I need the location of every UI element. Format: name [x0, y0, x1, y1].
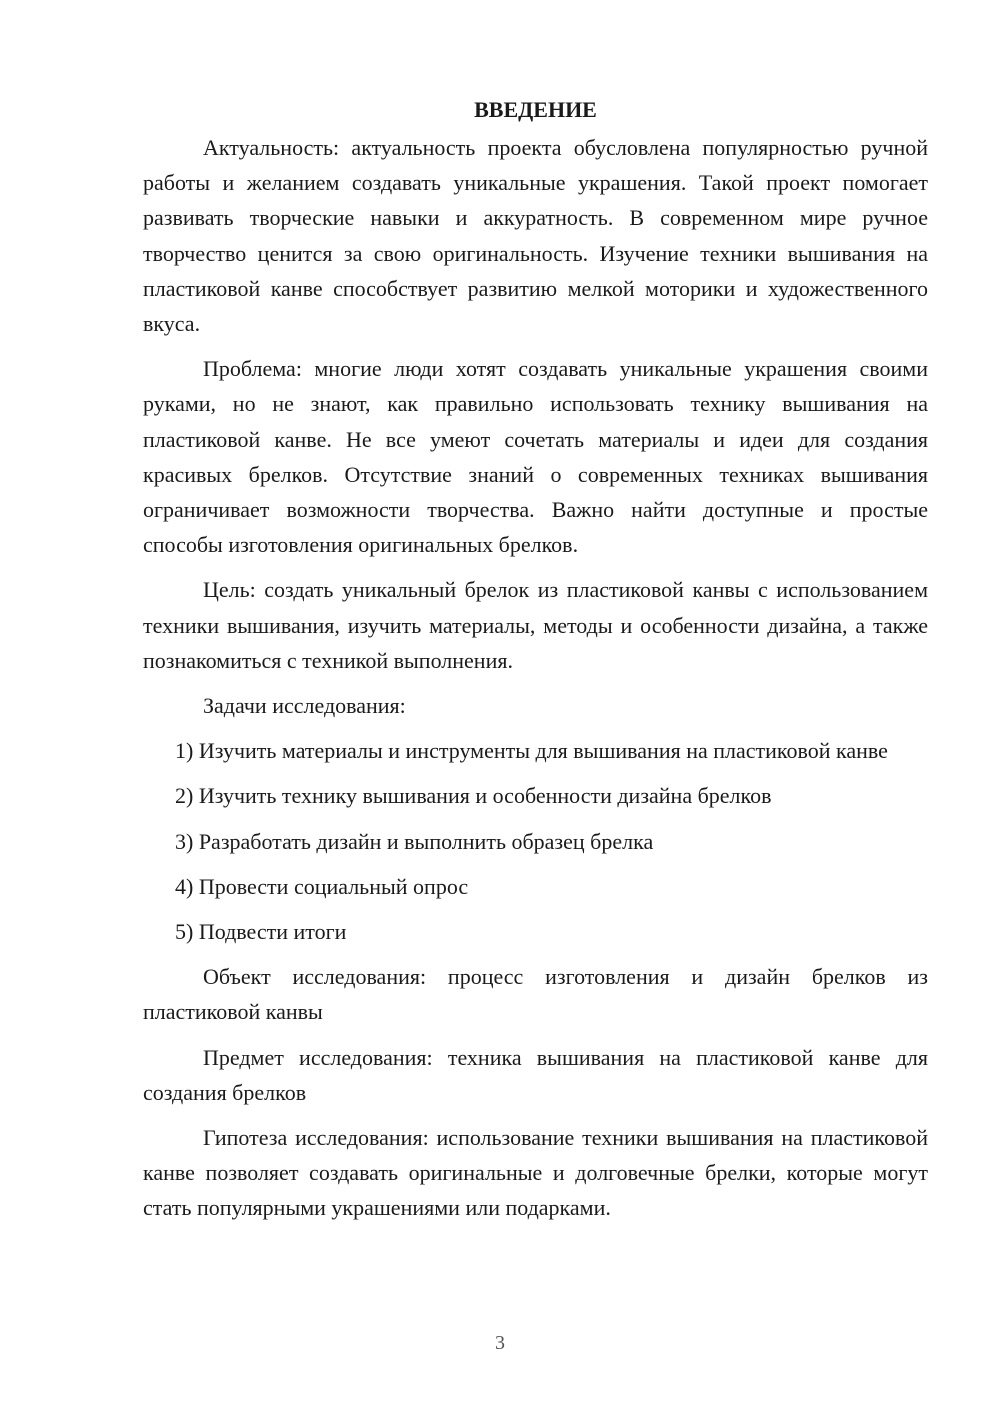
- relevance-paragraph: Актуальность: актуальность проекта обусловлена популярностью ручной работы и желанием создавать уникальные украшения. Такой проект помогает развивать творческие навыки и аккуратность. В современном мире ручное творчество ценится за свою оригинальность. Изучение техники вышивания на пластиковой канве способствует развитию мелкой моторики и художественного вкуса.: [143, 135, 928, 337]
- goal-paragraph: Цель: создать уникальный брелок из пластиковой канвы с использованием техники вышивания, изучить материалы, методы и особенности дизайна, а также познакомиться с техникой выполнения.: [143, 577, 928, 673]
- tasks-title: Задачи исследования:: [203, 693, 406, 719]
- subject-paragraph: Предмет исследования: техника вышивания на пластиковой канве для создания брелков: [143, 1044, 928, 1105]
- task-item: 2) Изучить технику вышивания и особенности дизайна брелков: [175, 783, 772, 809]
- section-heading: ВВЕДЕНИЕ: [474, 97, 597, 122]
- page-content: [143, 94, 928, 1236]
- task-item: 1) Изучить материалы и инструменты для вышивания на пластиковой канве: [175, 738, 888, 764]
- task-item: 4) Провести социальный опрос: [175, 873, 469, 899]
- problem-paragraph: Проблема: многие люди хотят создавать уникальные украшения своими руками, но не знают, как правильно использовать технику вышивания на пластиковой канве. Не все умеют сочетать материалы и идеи для создания красивых брелков. Отсутствие знаний о современных техниках вышивания ограничивает возможности творчества. Важно найти доступные и простые способы изготовления оригинальных брелков.: [143, 356, 928, 558]
- task-item: 5) Подвести итоги: [175, 919, 347, 945]
- hypothesis-paragraph: Гипотеза исследования: использование техники вышивания на пластиковой канве позволяет создавать оригинальные и долговечные брелки, которые могут стать популярными украшениями или подарками.: [143, 1125, 928, 1221]
- object-paragraph: Объект исследования: процесс изготовления и дизайн брелков из пластиковой канвы: [143, 964, 928, 1025]
- task-item: 3) Разработать дизайн и выполнить образец брелка: [175, 828, 654, 854]
- page-number: 3: [495, 1332, 505, 1354]
- tasks-list: [143, 733, 928, 949]
